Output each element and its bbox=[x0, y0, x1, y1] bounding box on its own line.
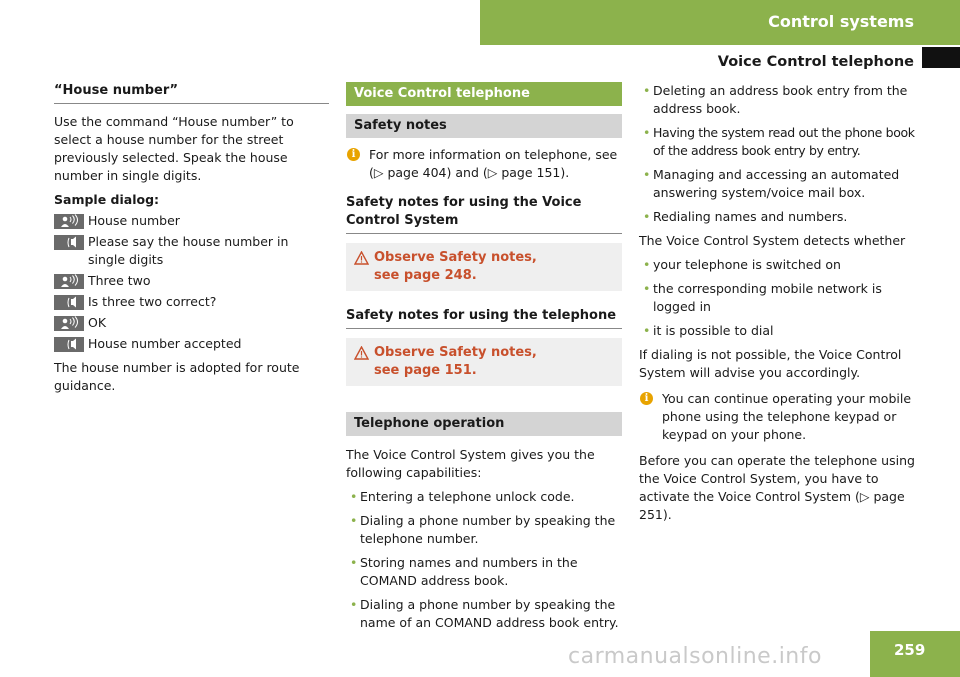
dialog-row bbox=[54, 272, 329, 290]
house-number-outro: The house number is adopted for route guidance. bbox=[54, 360, 300, 393]
warning-box bbox=[346, 338, 622, 386]
info-icon: i bbox=[640, 392, 653, 405]
user-speaking-icon bbox=[54, 316, 84, 331]
activate-voice-control: Before you can operate the telephone using the Voice Control System, you have to activate the Voice Control System (▷ page 251). bbox=[639, 453, 915, 522]
detects-list bbox=[639, 256, 919, 340]
dialog-row bbox=[54, 335, 329, 353]
house-number-intro: Use the command “House number” to select a house number for the street previously selected. Speak the house number in single digits. bbox=[54, 114, 294, 183]
list-item: • Dialing a phone number by speaking the name of an COMAND address book entry. bbox=[346, 596, 622, 632]
column-1 bbox=[54, 82, 329, 401]
warning-box bbox=[346, 243, 622, 291]
section-title: Control systems bbox=[768, 12, 914, 31]
safety-notes-band: Safety notes bbox=[346, 114, 622, 138]
warning-triangle-icon bbox=[354, 346, 369, 360]
system-speaker-icon bbox=[54, 235, 84, 250]
info-note bbox=[346, 146, 622, 182]
dialog-row bbox=[54, 314, 329, 332]
telephone-operation-band: Telephone operation bbox=[346, 412, 622, 436]
warning-triangle-icon bbox=[354, 251, 369, 265]
dialog-text: Please say the house number in single digits bbox=[88, 234, 289, 267]
column-2 bbox=[346, 82, 622, 638]
dialog-text: Is three two correct? bbox=[88, 294, 217, 309]
list-item: • it is possible to dial bbox=[639, 322, 919, 340]
list-item: • Entering a telephone unlock code. bbox=[346, 488, 622, 506]
watermark: carmanualsonline.info bbox=[568, 644, 822, 669]
dialog-text: House number bbox=[88, 213, 180, 228]
dialog-text: OK bbox=[88, 315, 107, 330]
sample-dialog-heading: Sample dialog: bbox=[54, 192, 160, 207]
system-speaker-icon bbox=[54, 295, 84, 310]
dialog-text: Three two bbox=[88, 273, 151, 288]
header-section-band bbox=[480, 0, 960, 45]
info-note-text: You can continue operating your mobile phone using the telephone keypad or keypad on your phone. bbox=[662, 391, 912, 442]
detects-intro: The Voice Control System detects whether bbox=[639, 233, 906, 248]
list-item: • Dialing a phone number by speaking the telephone number. bbox=[346, 512, 622, 548]
info-note bbox=[639, 390, 919, 444]
dialing-not-possible: If dialing is not possible, the Voice Control System will advise you accordingly. bbox=[639, 347, 902, 380]
voice-control-telephone-band: Voice Control telephone bbox=[346, 82, 622, 106]
header-tab-marker bbox=[922, 47, 960, 68]
dialog-row bbox=[54, 233, 329, 269]
user-speaking-icon bbox=[54, 274, 84, 289]
info-note-text: For more information on telephone, see (▷ page 404) and (▷ page 151). bbox=[369, 147, 618, 180]
dialog-text: House number accepted bbox=[88, 336, 242, 351]
dialog-row bbox=[54, 212, 329, 230]
warning-text: Observe Safety notes, see page 151. bbox=[374, 345, 537, 378]
subsection-title: Voice Control telephone bbox=[717, 54, 914, 70]
list-item: • Managing and accessing an automated answering system/voice mail box. bbox=[639, 166, 919, 202]
capabilities-list bbox=[346, 488, 622, 632]
list-item: • Having the system read out the phone book of the address book entry by entry. bbox=[639, 124, 919, 160]
house-number-heading: “House number” bbox=[54, 82, 329, 104]
info-icon: i bbox=[347, 148, 360, 161]
dialog-row bbox=[54, 293, 329, 311]
list-item: • Storing names and numbers in the COMAND address book. bbox=[346, 554, 622, 590]
list-item: • your telephone is switched on bbox=[639, 256, 919, 274]
safety-telephone-heading: Safety notes for using the telephone bbox=[346, 307, 622, 329]
column-3 bbox=[639, 82, 919, 530]
list-item: • Deleting an address book entry from the address book. bbox=[639, 82, 919, 118]
capabilities-list-continued bbox=[639, 82, 919, 226]
system-speaker-icon bbox=[54, 337, 84, 352]
operation-intro: The Voice Control System gives you the following capabilities: bbox=[346, 447, 595, 480]
list-item: • the corresponding mobile network is logged in bbox=[639, 280, 919, 316]
safety-voice-control-heading: Safety notes for using the Voice Control System bbox=[346, 194, 622, 234]
user-speaking-icon bbox=[54, 214, 84, 229]
list-item: • Redialing names and numbers. bbox=[639, 208, 919, 226]
page-number: 259 bbox=[870, 631, 960, 677]
warning-text: Observe Safety notes, see page 248. bbox=[374, 250, 537, 283]
